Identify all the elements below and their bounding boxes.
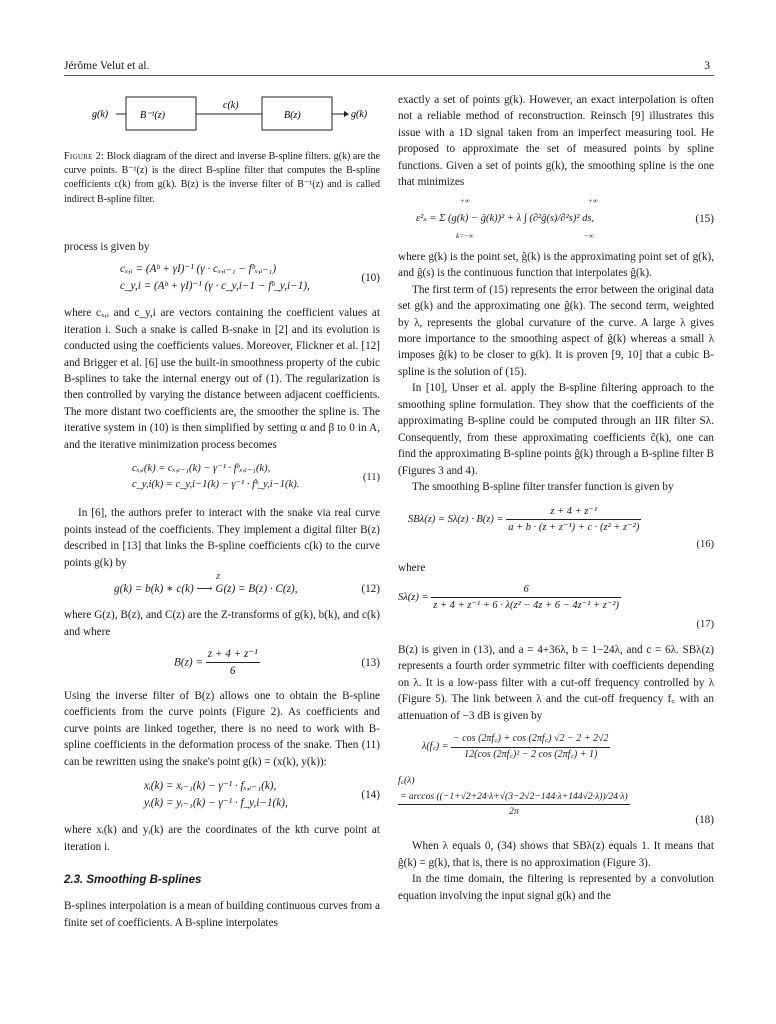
equation-18b (398, 774, 714, 830)
right-para-7: B(z) is given in (13), and a = 4+36λ, b = 1−24λ, and c = 6λ. SBλ(z) represents a fourth order symmetric filter with coefficients depending on λ. It is a low-pass filter with a cut-off frequency controlled by λ (Figure 5). The link between λ and the cut-off frequency f꜀ with an attenuation of −3 dB is given by (398, 643, 714, 722)
equation-18a-numerator: − cos (2πf꜀) + cos (2πf꜀) √2 − 2 + 2√2 (451, 732, 610, 748)
right-para-2: where g(k) is the point set, ĝ(k) is the approximating point set of g(k), and ĝ(s) is the continuous function that interpolates ĝ(k). (398, 250, 714, 280)
left-para-1: process is given by (64, 240, 150, 253)
caption-text: Block diagram of the direct and inverse B-spline filters. g(k) are the curve points. B⁻¹(z) is the direct B-spline filter that computes the B-spline coefficients c(k) from g(k). B(z) is the inverse filter of B⁻¹(z) and is called indirect B-spline filter. (64, 151, 381, 205)
equation-11-number: (11) (362, 472, 380, 484)
equation-15-int-upper: +∞ (588, 196, 598, 205)
equation-13-denominator: 6 (229, 665, 236, 678)
equation-18b-denominator: 2π (509, 806, 519, 818)
equation-13-numerator: z + 4 + z⁻¹ (206, 646, 260, 663)
equation-14 (64, 778, 380, 814)
header-author: Jérôme Velut et al. (64, 60, 150, 72)
equation-14-line-2: yᵢ(k) = yᵢ₋₁(k) − γ⁻¹ · f_y,i−1(k), (144, 796, 288, 809)
section-heading: 2.3. Smoothing B-splines (64, 874, 202, 887)
equation-15-sum-upper: +∞ (460, 196, 470, 205)
right-para-8: When λ equals 0, (34) shows that SBλ(z) equals 1. It means that ĝ(k) = g(k), that is, there is no approximation (Figure 3). (398, 840, 714, 869)
equation-12-body: g(k) = b(k) ∗ c(k) ⟶ G(z) = B(z) · C(z), (114, 583, 298, 596)
equation-15-sum-lower: k=−∞ (456, 231, 474, 240)
diagram-arrowhead (344, 111, 349, 117)
right-para-6: where (398, 561, 426, 574)
equation-16-lhs: SBλ(z) = Sλ(z) · B(z) = (408, 513, 504, 525)
left-para-2: where cₓ,ᵢ and c_y,i are vectors containing the coefficient values at iteration i. Such a snake is called B-snake in [2] and its evolution is conducted using the coefficients values. Moreover, Flickner et al. [12] and Brigger et al. [6] use the built-in smoothness property of the cubic B-splines to take the internal energy out of (1). The regularization is then controlled by varying the distance between adjacent coefficients. The more distant two coefficients are, the smoother the spline is. The iterative system in (10) is then simplified by setting α and β to 0 in A, and the iterative minimization process becomes (64, 307, 380, 451)
equation-14-line-1: xᵢ(k) = xᵢ₋₁(k) − γ⁻¹ · fₓ,ᵢ₋₁(k), (144, 780, 277, 793)
equation-18b-numerator: = arccos ((−1+√2+24·λ+√(3−2√2−144·λ+144√2·λ))/24·λ) (398, 790, 630, 805)
equation-12 (64, 573, 380, 601)
diagram-input-label: g(k) (92, 109, 109, 120)
equation-18a-lhs: λ(f꜀) = (422, 741, 449, 753)
equation-13-number: (13) (361, 657, 380, 669)
right-para-5: The smoothing B-spline filter transfer function is given by (412, 481, 674, 494)
equation-11 (64, 461, 380, 497)
equation-12-number: (12) (361, 583, 380, 596)
equation-12-transform-label: Z (216, 573, 220, 582)
right-para-4: In [10], Unser et al. apply the B-spline filtering approach to the smoothing spline formulation. They show that the coefficients of the approximating B-spline could be computed through an IIR filter Sλ. Consequently, from these approximating coefficients ĉ(k), one can find the approximating B-spline points ĝ(k) through a B-spline filter B (Figures 3 and 4). (398, 382, 714, 477)
header-rule (64, 75, 714, 76)
equation-17-lhs: Sλ(z) = (398, 592, 429, 604)
running-header (64, 58, 714, 72)
equation-16-denominator: a + b · (z + z⁻¹) + c · (z² + z⁻²) (508, 521, 640, 533)
equation-18a-denominator: 12(cos (2πf꜀)² − 2 cos (2πf꜀) + 1) (464, 748, 598, 760)
equation-11-line-2: c_y,i(k) = c_y,i−1(k) − γ⁻¹ · fᵇ_y,i−1(k). (132, 478, 300, 490)
block-diagram (64, 92, 380, 136)
equation-15 (398, 196, 714, 245)
left-para-4: where G(z), B(z), and C(z) are the Z-transforms of g(k), b(k), and c(k) and where (64, 609, 380, 638)
equation-16-numerator: z + 4 + z⁻¹ (506, 504, 641, 520)
equation-15-number: (15) (695, 212, 714, 225)
equation-10-line-1: cₓ,ᵢ = (Aᵇ + γI)⁻¹ (γ · cₓ,ᵢ₋₁ − fᵇₓ,ᵢ₋₁) (120, 263, 277, 276)
equation-16 (398, 504, 714, 554)
left-para-6: where xᵢ(k) and yᵢ(k) are the coordinates of the kth curve point at iteration i. (64, 824, 380, 853)
diagram-output-label: g(k) (351, 109, 368, 120)
right-column (398, 92, 714, 904)
right-para-9: In the time domain, the filtering is represented by a convolution equation involving the input signal g(k) and the (398, 873, 714, 902)
diagram-box-filter-label: B(z) (284, 110, 301, 121)
equation-17 (398, 582, 714, 634)
equation-15-int-lower: −∞ (584, 231, 594, 240)
equation-16-number: (16) (696, 538, 714, 550)
equation-17-number: (17) (696, 618, 714, 630)
caption-label: Figure 2: (64, 151, 105, 162)
equation-18a (398, 732, 714, 772)
right-para-3: The first term of (15) represents the error between the original data set g(k) and the approximating one ĝ(k). The second term, weighted by λ, represents the global curvature of the curve. A large λ gives more importance to the smoothing aspect of ĝ(k) whereas a small λ imposes ĝ(k) to be closer to g(k). It is proven [9, 10] that a cubic B-spline is the solution of (15). (398, 283, 714, 378)
figure-caption (64, 150, 380, 207)
equation-10-line-2: c_y,i = (Aᵇ + γI)⁻¹ (γ · c_y,i−1 − fᵇ_y,i−1), (120, 279, 310, 292)
equation-18-number: (18) (695, 814, 714, 827)
equation-10-number: (10) (361, 272, 380, 285)
equation-17-numerator: 6 (431, 582, 621, 598)
page-number: 3 (704, 60, 710, 72)
equation-15-body: ε²ₛ = Σ (g(k) − ĝ(k))² + λ ∫ (∂²ĝ(s)/∂²s)² ds, (416, 212, 595, 224)
diagram-box-inverse-label: B⁻¹(z) (140, 110, 165, 121)
left-para-5: Using the inverse filter of B(z) allows one to obtain the B-spline coefficients from the curve points (Figure 2). As coefficients and curve points are linked together, there is no need to work with B-spline coefficients in the deformation process of the snake. Then (11) can be rewritten using the snake's point g(k) = (x(k), y(k)): (64, 690, 380, 768)
equation-18b-lhs: f꜀(λ) (398, 775, 415, 787)
equation-14-number: (14) (361, 789, 380, 802)
left-para-3: In [6], the authors prefer to interact with the snake via real curve points instead of the coefficients. They implement a digital filter B(z) described in [13] that links the B-spline coefficients c(k) to the curve points g(k) by (64, 507, 380, 569)
equation-11-line-1: cₓ,ᵢ(k) = cₓ,ᵢ₋₁(k) − γ⁻¹ · fᵇₓ,ᵢ₋₁(k), (132, 463, 271, 475)
left-column (64, 92, 380, 931)
left-para-7: B-splines interpolation is a mean of building continuous curves from a finite set of coefficients. A B-spline interpolates (64, 900, 380, 929)
right-para-1: exactly a set of points g(k). However, an exact interpolation is often not a reliable method of reconstruction. Reinsch [9] illustrates this issue with a 1D signal taken from an imperfect measuring tool. He proposed to approximate the set of measured points by spline functions. Given a set of points g(k), the smoothing spline is the one that minimizes (398, 94, 714, 189)
diagram-mid-label: c(k) (223, 100, 239, 111)
equation-13-lhs: B(z) = (174, 656, 203, 669)
equation-10 (64, 261, 380, 297)
equation-13 (64, 646, 380, 682)
equation-17-denominator: z + 4 + z⁻¹ + 6 · λ(z² − 4z + 6 − 4z⁻¹ + z⁻²) (433, 600, 619, 612)
